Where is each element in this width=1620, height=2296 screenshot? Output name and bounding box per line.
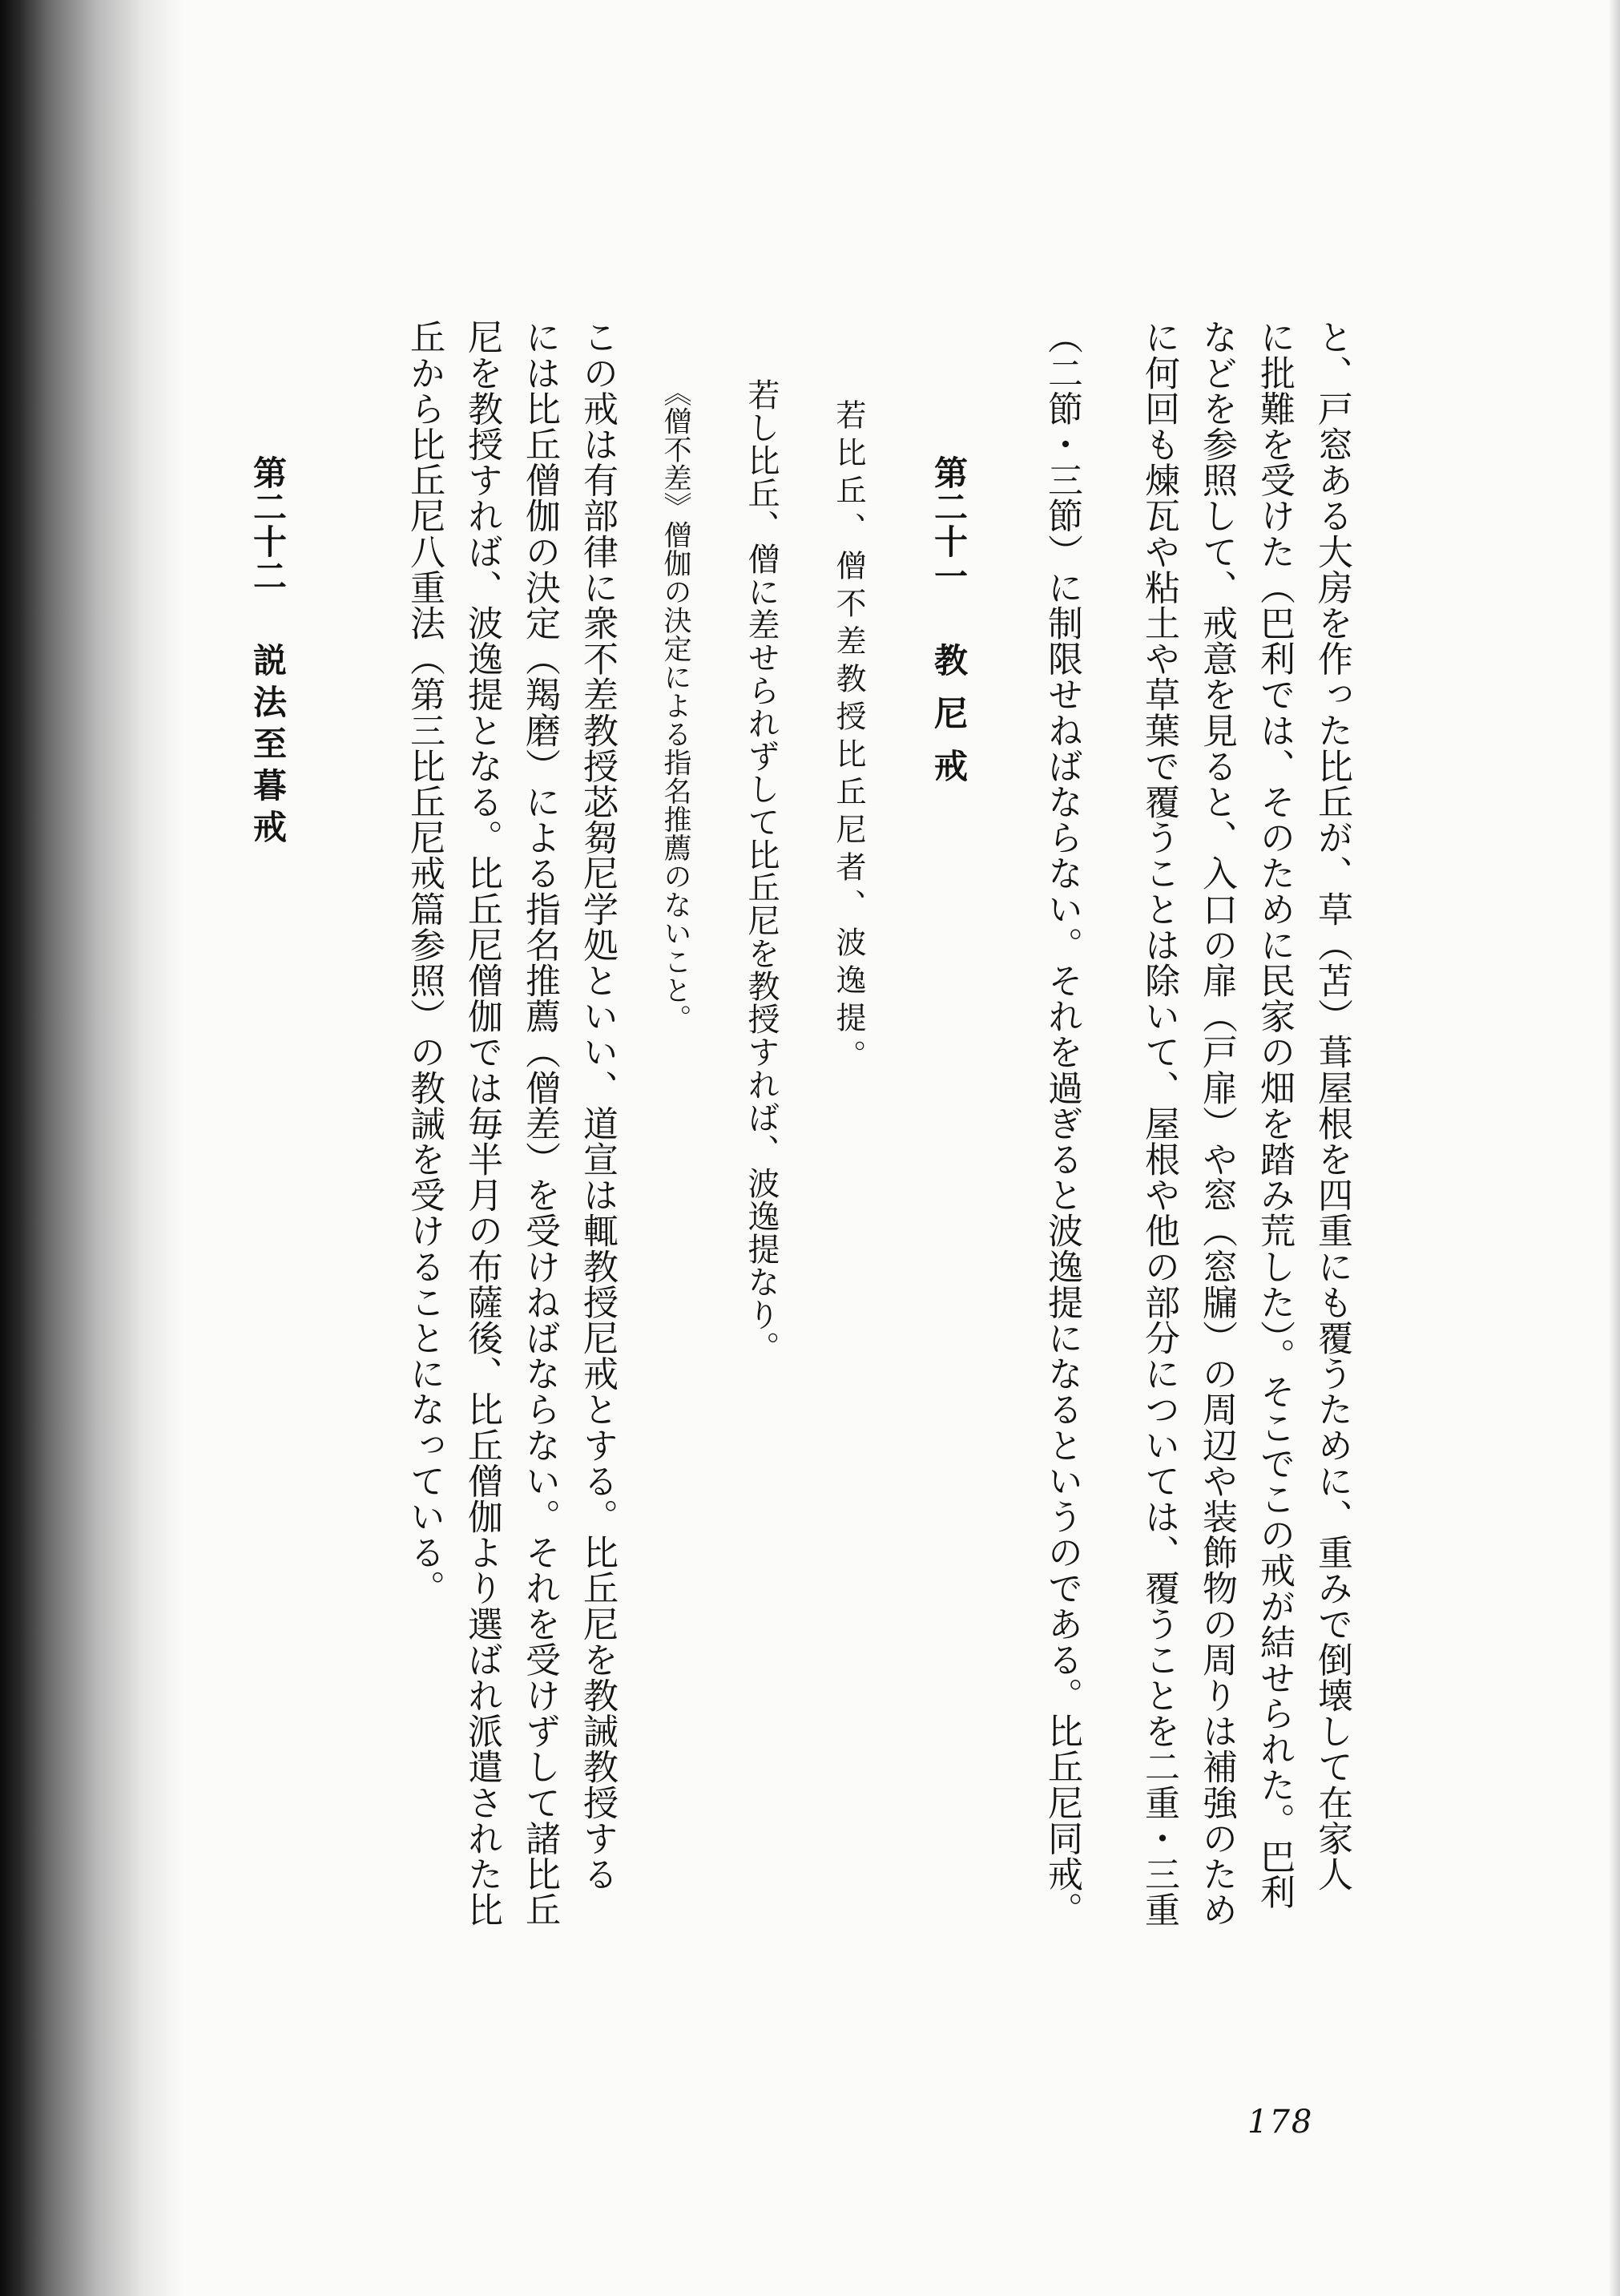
body-column-10: この戒は有部律に衆不差教授苾芻尼学処といい、道宣は輒教授尼戒とする。比丘尼を教誡教授する <box>577 319 618 1892</box>
section-title: 教尼戒 <box>929 643 969 801</box>
scan-gutter-shadow <box>0 0 184 2296</box>
body-column-11: には比丘僧伽の決定（羯磨）による指名推薦（僧差）を受けねばならない。それを受けずして諸比丘 <box>519 319 560 1927</box>
body-column-5: （二節・三節）に制限せねばならない。それを過ぎると波逸提になるというのである。比丘尼同戒。 <box>1042 319 1082 1927</box>
scan-edge-shadow <box>1609 0 1620 2296</box>
body-column-2: に批難を受けた（巴利では、そのために民家の畑を踏み荒した）。そこでこの戒が結せられた。巴利 <box>1254 319 1295 1910</box>
body-column-3: などを参照して、戒意を見ると、入口の扉（戸扉）や窓（窓牖）の周辺や装飾物の周りは補強のため <box>1196 319 1237 1927</box>
precept-original-text: 若比丘、僧不差教授比丘尼者、波逸提。 <box>831 399 866 1077</box>
body-column-1: と、戸窓ある大房を作った比丘が、草（苫）葺屋根を四重にも覆うために、重みで倒壊して在家人 <box>1312 319 1352 1892</box>
section-number: 第二十一 <box>929 455 969 593</box>
body-column-13: 丘から比丘尼八重法（第三比丘尼戒篇参照）の教誡を受けることになっている。 <box>404 319 445 1606</box>
body-column-12: 尼を教授すれば、波逸提となる。比丘尼僧伽では毎半月の布薩後、比丘僧伽より選ばれ派遣された比 <box>461 319 502 1927</box>
section-heading-21 <box>929 455 969 801</box>
page-number: 178 <box>1247 2104 1314 2141</box>
term-gloss: 《僧不差》僧伽の決定による指名推薦のないこと。 <box>659 378 691 1033</box>
section-number: 第二十二 <box>248 455 288 593</box>
section-heading-22 <box>248 455 288 851</box>
body-column-4: に何回も煉瓦や粘土や草葉で覆うことは除いて、屋根や他の部分については、覆うことを二重・三重 <box>1138 319 1179 1927</box>
section-title: 説法至暮戒 <box>248 643 288 851</box>
precept-translation: 若し比丘、僧に差せられずして比丘尼を教授すれば、波逸提なり。 <box>743 378 780 1364</box>
